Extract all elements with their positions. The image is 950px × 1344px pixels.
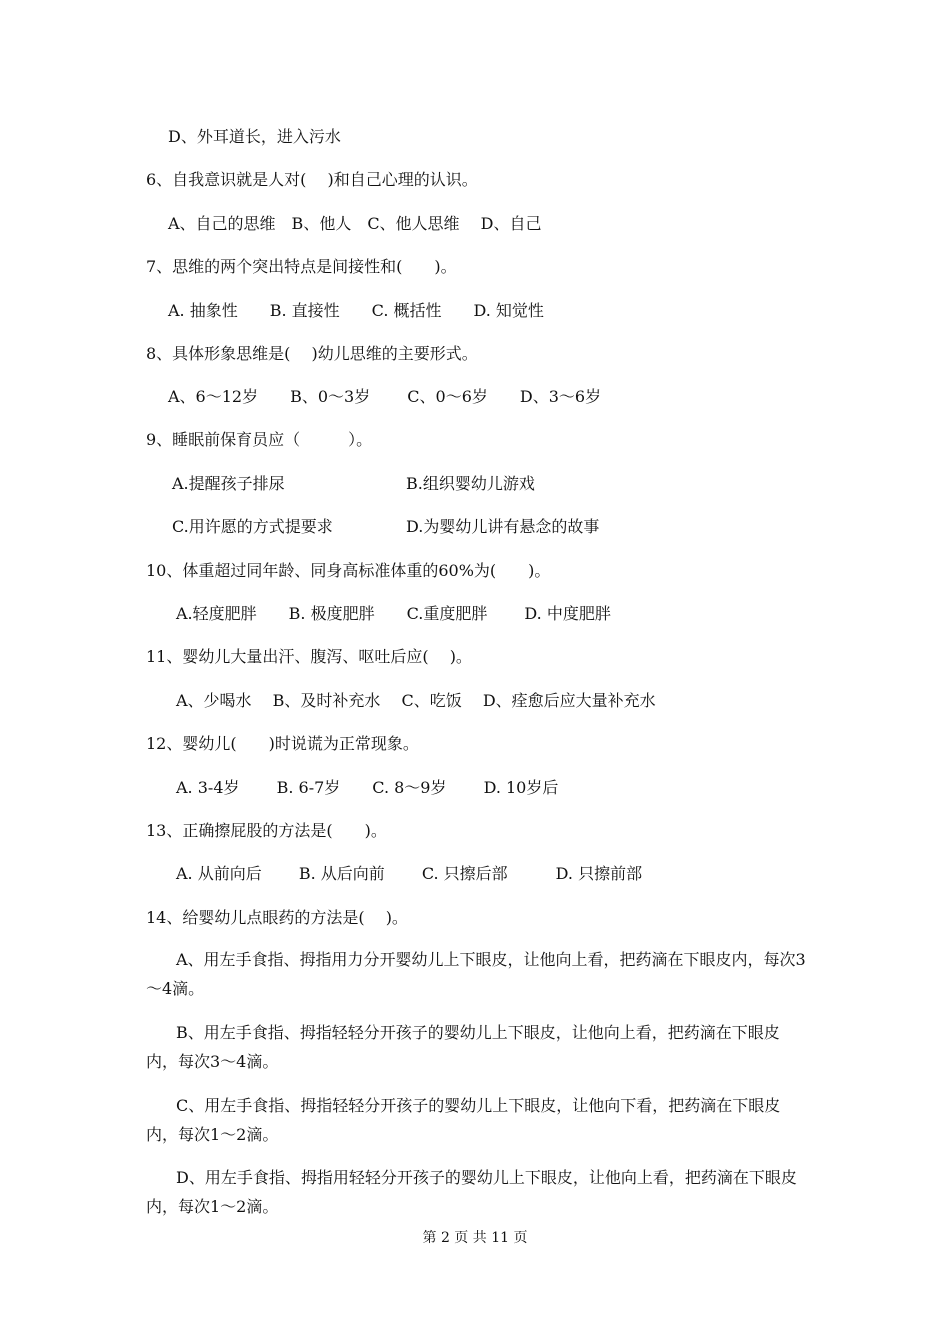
question-line: 12、婴幼儿( )时说谎为正常现象。 [146, 734, 419, 753]
option-line: D、外耳道长，进入污水 [168, 127, 341, 146]
option-c: C.用许愿的方式提要求 [172, 517, 333, 536]
question-line: 7、思维的两个突出特点是间接性和( )。 [146, 257, 457, 276]
option-line: A.轻度肥胖 B. 极度肥胖 C.重度肥胖 D. 中度肥胖 [176, 604, 611, 623]
question-line: 13、正确擦屁股的方法是( )。 [146, 821, 387, 840]
question-line: 9、睡眠前保育员应（ ）。 [146, 430, 373, 449]
option-b: B.组织婴幼儿游戏 [406, 474, 535, 493]
option-a: A.提醒孩子排尿 [172, 474, 285, 493]
option-line: A、自己的思维 B、他人 C、他人思维 D、自己 [168, 214, 542, 233]
option-paragraph-d: D、用左手食指、拇指用轻轻分开孩子的婴幼儿上下眼皮，让他向上看，把药滴在下眼皮内，每次1～2滴。 [146, 1168, 797, 1216]
question-line: 11、婴幼儿大量出汗、腹泻、呕吐后应( )。 [146, 647, 472, 666]
option-paragraph-b: B、用左手食指、拇指轻轻分开孩子的婴幼儿上下眼皮，让他向上看，把药滴在下眼皮内，每次3～4滴。 [146, 1023, 780, 1071]
option-line: A. 3-4岁 B. 6-7岁 C. 8～9岁 D. 10岁后 [176, 778, 559, 797]
option-paragraph-a: A、用左手食指、拇指用力分开婴幼儿上下眼皮，让他向上看，把药滴在下眼皮内，每次3～4滴。 [146, 950, 806, 998]
page-footer: 第 2 页 共 11 页 [422, 1230, 528, 1246]
question-line: 10、体重超过同年龄、同身高标准体重的60%为( )。 [146, 561, 551, 580]
option-paragraph-c: C、用左手食指、拇指轻轻分开孩子的婴幼儿上下眼皮，让他向下看，把药滴在下眼皮内，每次1～2滴。 [146, 1096, 781, 1144]
option-d: D.为婴幼儿讲有悬念的故事 [406, 517, 600, 536]
question-line: 8、具体形象思维是( )幼儿思维的主要形式。 [146, 344, 478, 363]
option-line: A. 从前向后 B. 从后向前 C. 只擦后部 D. 只擦前部 [176, 864, 643, 883]
option-line: A、6～12岁 B、0～3岁 C、0～6岁 D、3～6岁 [168, 387, 602, 406]
question-line: 6、自我意识就是人对( )和自己心理的认识。 [146, 170, 478, 189]
question-line: 14、给婴幼儿点眼药的方法是( )。 [146, 908, 408, 927]
option-line: A、少喝水 B、及时补充水 C、吃饭 D、痊愈后应大量补充水 [176, 691, 656, 710]
option-line: A. 抽象性 B. 直接性 C. 概括性 D. 知觉性 [168, 301, 544, 320]
